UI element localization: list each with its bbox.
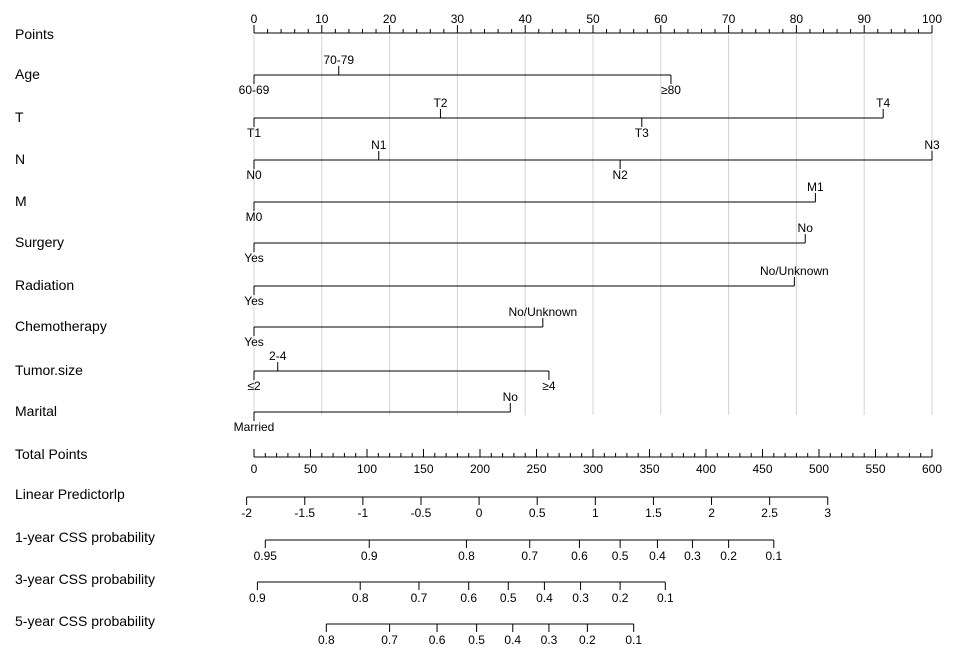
linear-predictor-tick-label: 1.5 — [645, 506, 662, 520]
probability-tick-label: 0.6 — [571, 549, 588, 563]
level-label: M1 — [807, 180, 824, 194]
level-label: No/Unknown — [760, 264, 829, 278]
level-label: T2 — [433, 96, 448, 110]
level-label: N2 — [612, 168, 628, 182]
probability-tick-label: 0.8 — [317, 633, 335, 647]
linear-predictor-tick-label: -1.5 — [294, 506, 316, 520]
total-points-tick-label: 150 — [413, 462, 434, 476]
total-points-tick-label: 550 — [865, 462, 886, 476]
probability-axis-label-3: 5-year CSS probability — [15, 613, 156, 629]
linear-predictor-tick-label: 2 — [708, 506, 715, 520]
total-points-tick-label: 400 — [695, 462, 717, 476]
probability-tick-label: 0.9 — [360, 549, 378, 563]
probability-tick-label: 0.8 — [458, 549, 475, 563]
linear-predictor-tick-label: 2.5 — [761, 506, 778, 520]
level-label: ≥4 — [542, 379, 556, 393]
probability-tick-label: 0.4 — [536, 591, 553, 605]
total-points-tick-label: 200 — [469, 462, 491, 476]
points-tick-label: 0 — [250, 12, 258, 26]
probability-tick-label: 0.3 — [572, 591, 589, 605]
probability-tick-label: 0.8 — [351, 591, 369, 605]
points-tick-label: 10 — [315, 12, 329, 26]
level-label: N3 — [924, 138, 940, 152]
probability-tick-label: 0.3 — [540, 633, 558, 647]
probability-tick-label: 0.3 — [684, 549, 701, 563]
variable-label-n: N — [15, 151, 26, 167]
probability-tick-label: 0.2 — [720, 549, 737, 563]
probability-tick-label: 0.95 — [253, 549, 277, 563]
points-tick-label: 50 — [586, 12, 600, 26]
variable-label-m: M — [15, 193, 27, 209]
probability-tick-label: 0.1 — [765, 549, 783, 563]
probability-tick-label: 0.2 — [611, 591, 629, 605]
variable-label-chemotherapy: Chemotherapy — [15, 318, 107, 334]
variable-label-surgery: Surgery — [15, 234, 65, 250]
level-label: Yes — [244, 335, 264, 349]
level-label: ≥80 — [661, 83, 681, 97]
total-points-tick-label: 350 — [639, 462, 660, 476]
level-label: T1 — [246, 126, 262, 140]
probability-tick-label: 0.1 — [625, 633, 643, 647]
linear-predictor-tick-label: -1 — [357, 506, 369, 520]
total-points-label: Total Points — [15, 446, 88, 462]
probability-axis-label-1: 1-year CSS probability — [15, 529, 156, 545]
linear-predictor-tick-label: 3 — [824, 506, 832, 520]
points-tick-label: 70 — [721, 12, 736, 26]
total-points-tick-label: 100 — [356, 462, 378, 476]
level-label: 2-4 — [269, 349, 287, 363]
probability-tick-label: 0.4 — [649, 549, 666, 563]
variable-label-radiation: Radiation — [15, 277, 75, 293]
points-tick-label: 80 — [789, 12, 804, 26]
linear-predictor-tick-label: 1 — [591, 506, 599, 520]
total-points-tick-label: 50 — [303, 462, 318, 476]
total-points-tick-label: 500 — [808, 462, 830, 476]
variable-label-tumor-size: Tumor.size — [15, 362, 83, 378]
probability-tick-label: 0.6 — [460, 591, 478, 605]
probability-tick-label: 0.9 — [249, 591, 266, 605]
level-label: No/Unknown — [508, 305, 578, 319]
total-points-tick-label: 450 — [752, 462, 773, 476]
probability-tick-label: 0.1 — [656, 591, 674, 605]
level-label: Married — [233, 420, 275, 434]
linear-predictor-tick-label: 0.5 — [528, 506, 546, 520]
level-label: 70-79 — [323, 53, 355, 67]
linear-predictor-label: Linear Predictorlp — [15, 486, 125, 502]
level-label: T4 — [876, 96, 891, 110]
probability-axis-label-2: 3-year CSS probability — [15, 571, 156, 587]
points-tick-label: 20 — [382, 12, 397, 26]
probability-tick-label: 0.5 — [468, 633, 485, 647]
points-tick-label: 90 — [857, 12, 871, 26]
points-tick-label: 100 — [921, 12, 943, 26]
probability-tick-label: 0.7 — [410, 591, 428, 605]
linear-predictor-tick-label: -0.5 — [410, 506, 432, 520]
total-points-tick-label: 250 — [526, 462, 547, 476]
points-tick-label: 30 — [450, 12, 465, 26]
variable-label-age: Age — [15, 66, 40, 82]
probability-tick-label: 0.6 — [428, 633, 446, 647]
probability-tick-label: 0.7 — [381, 633, 398, 647]
total-points-tick-label: 300 — [582, 462, 604, 476]
probability-tick-label: 0.2 — [579, 633, 596, 647]
level-label: No — [797, 221, 813, 235]
variable-label-marital: Marital — [15, 403, 58, 419]
level-label: Yes — [244, 294, 264, 308]
probability-tick-label: 0.7 — [521, 549, 539, 563]
level-label: Yes — [244, 251, 264, 265]
variable-label-t: T — [15, 109, 24, 125]
level-label: N0 — [246, 168, 262, 182]
level-label: T3 — [634, 126, 649, 140]
probability-tick-label: 0.5 — [611, 549, 629, 563]
probability-tick-label: 0.5 — [499, 591, 517, 605]
total-points-tick-label: 600 — [921, 462, 943, 476]
level-label: ≤2 — [247, 379, 261, 393]
points-axis-label: Points — [15, 26, 54, 42]
points-tick-label: 60 — [654, 12, 668, 26]
level-label: M0 — [245, 210, 263, 224]
points-tick-label: 40 — [518, 12, 532, 26]
linear-predictor-tick-label: 0 — [475, 506, 483, 520]
level-label: N1 — [371, 138, 387, 152]
level-label: No — [502, 390, 518, 404]
total-points-tick-label: 0 — [250, 462, 258, 476]
linear-predictor-tick-label: -2 — [241, 506, 252, 520]
probability-tick-label: 0.4 — [504, 633, 522, 647]
level-label: 60-69 — [238, 83, 270, 97]
